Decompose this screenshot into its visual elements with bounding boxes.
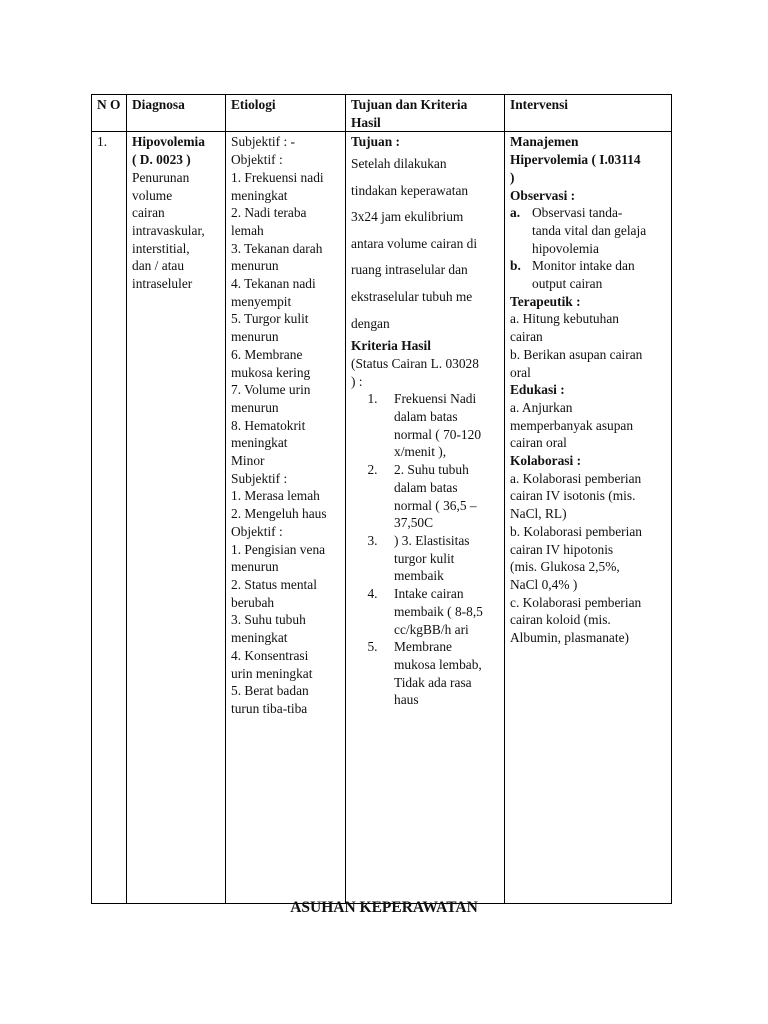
kriteria-line: ) 3. Elastisitas	[394, 533, 470, 548]
tujuan-line: antara volume cairan di	[351, 235, 478, 251]
etiologi-line: menurun	[231, 559, 279, 575]
header-tujuan: Tujuan dan Kriteria Hasil	[346, 95, 505, 132]
observasi-line	[510, 204, 666, 222]
kriteria-line: membaik	[394, 568, 444, 584]
tujuan-cell	[346, 132, 505, 904]
etiologi-line: menurun	[231, 329, 279, 345]
edukasi-line: a. Anjurkan	[510, 399, 573, 415]
kriteria-hasil-label: Kriteria Hasil	[351, 338, 431, 354]
edukasi-line: cairan oral	[510, 435, 567, 451]
observasi-item-a	[510, 204, 666, 257]
terapeutik-line: cairan	[510, 329, 543, 345]
kriteria-number: 4.	[367, 586, 378, 602]
kriteria-text	[394, 390, 499, 461]
tujuan-label: Tujuan :	[351, 134, 401, 150]
kolaborasi-line: NaCl, RL)	[510, 506, 567, 522]
kriteria-line: normal ( 36,5 –	[394, 497, 477, 513]
etiologi-line: 7. Volume urin	[231, 382, 311, 398]
etiologi-line: 1. Pengisian vena	[231, 541, 326, 557]
observasi-marker: b.	[510, 258, 521, 274]
etiologi-line: 3. Tekanan darah	[231, 240, 323, 256]
etiologi-line: Subjektif :	[231, 470, 288, 486]
etiologi-line: lemah	[231, 222, 264, 238]
etiologi-line: 2. Status mental	[231, 576, 317, 592]
header-intervensi: Intervensi	[505, 95, 672, 132]
tujuan-line: ekstraselular tubuh me	[351, 289, 473, 305]
etiologi-line: urin meningkat	[231, 665, 313, 681]
tujuan-line: tindakan keperawatan	[351, 182, 469, 198]
observasi-text: Observasi tanda-	[532, 205, 623, 221]
intervensi-title-line: Hipervolemia ( I.03114	[510, 152, 641, 168]
kolaborasi-line: cairan IV hipotonis	[510, 541, 614, 557]
intervensi-cell	[505, 132, 672, 904]
etiologi-line: meningkat	[231, 435, 288, 451]
kriteria-number: 1.	[367, 391, 378, 407]
etiologi-line: 1. Merasa lemah	[231, 488, 320, 504]
tujuan-line: ruang intraselular dan	[351, 262, 468, 278]
kriteria-number: 2.	[367, 462, 378, 478]
kriteria-item	[351, 390, 499, 461]
etiologi-line: 2. Nadi teraba	[231, 205, 307, 221]
kriteria-line: 2. Suhu tubuh	[394, 462, 469, 478]
kriteria-list	[351, 390, 499, 709]
kriteria-text	[394, 638, 499, 709]
header-etiologi: Etiologi	[226, 95, 346, 132]
kolaborasi-line: Albumin, plasmanate)	[510, 630, 629, 646]
kriteria-line: turgor kulit	[394, 550, 455, 566]
kriteria-number: 5.	[367, 639, 378, 655]
kriteria-line: membaik ( 8-8,5	[394, 603, 483, 619]
kriteria-line: Tidak ada rasa	[394, 674, 472, 690]
observasi-item-b	[510, 257, 666, 292]
header-diagnosa: Diagnosa	[127, 95, 226, 132]
kriteria-item	[351, 585, 499, 638]
etiologi-line: 5. Berat badan	[231, 683, 309, 699]
etiologi-line: Subjektif : -	[231, 134, 295, 150]
terapeutik-list	[510, 310, 666, 381]
tujuan-line: dengan	[351, 315, 390, 331]
kolaborasi-label: Kolaborasi :	[510, 453, 582, 469]
kriteria-item	[351, 461, 499, 532]
intervensi-title-line: )	[510, 169, 515, 185]
terapeutik-label: Terapeutik :	[510, 293, 581, 309]
kriteria-text	[394, 461, 499, 532]
kriteria-line: normal ( 70-120	[394, 426, 482, 442]
diagnosa-code: ( D. 0023 )	[132, 152, 191, 168]
terapeutik-line: oral	[510, 364, 531, 380]
diagnosa-line: Penurunan	[132, 169, 190, 185]
kriteria-line: 37,50C	[394, 515, 434, 531]
etiologi-line: meningkat	[231, 187, 288, 203]
kriteria-line: dalam batas	[394, 479, 458, 495]
etiologi-line: meningkat	[231, 630, 288, 646]
kolaborasi-line: cairan IV isotonis (mis.	[510, 488, 636, 504]
kolaborasi-list	[510, 470, 666, 647]
document-title: ASUHAN KEPERAWATAN	[290, 899, 478, 916]
observasi-label: Observasi :	[510, 187, 576, 203]
etiologi-line: turun tiba-tiba	[231, 700, 308, 716]
observasi-text: output cairan	[532, 276, 603, 292]
etiologi-line: menurun	[231, 399, 279, 415]
etiologi-line: 8. Hematokrit	[231, 417, 306, 433]
tujuan-line: 3x24 jam ekulibrium	[351, 209, 464, 225]
kriteria-line: Intake cairan	[394, 586, 464, 602]
observasi-text: hipovolemia	[532, 240, 599, 256]
etiologi-line: 6. Membrane	[231, 346, 303, 362]
kriteria-line: cc/kgBB/h ari	[394, 621, 469, 637]
observasi-marker: a.	[510, 205, 521, 221]
etiologi-line: 5. Turgor kulit	[231, 311, 309, 327]
etiologi-line: Minor	[231, 453, 265, 469]
kriteria-number: 3.	[367, 533, 378, 548]
header-no: N O	[92, 95, 127, 132]
kriteria-line: haus	[394, 692, 419, 708]
observasi-line	[510, 257, 666, 275]
nursing-care-table	[91, 94, 672, 904]
etiologi-line: 2. Mengeluh haus	[231, 506, 327, 522]
edukasi-label: Edukasi :	[510, 382, 565, 398]
diagnosa-line: interstitial,	[132, 240, 190, 256]
diagnosa-title: Hipovolemia	[132, 134, 205, 150]
kriteria-line: Membrane	[394, 639, 453, 655]
kriteria-item	[351, 532, 499, 585]
diagnosa-line: dan / atau	[132, 258, 185, 274]
etiologi-line: Objektif :	[231, 152, 283, 168]
kriteria-line: x/menit ),	[394, 444, 447, 460]
observasi-text: Monitor intake dan	[532, 258, 635, 274]
etiologi-cell	[226, 132, 346, 904]
etiologi-line: Objektif :	[231, 523, 283, 539]
diagnosa-line: intraseluler	[132, 276, 193, 292]
kolaborasi-line: (mis. Glukosa 2,5%,	[510, 559, 620, 575]
row-number: 1.	[92, 132, 127, 904]
diagnosa-description	[132, 169, 220, 293]
terapeutik-line: b. Berikan asupan cairan	[510, 346, 643, 362]
kriteria-text	[394, 585, 499, 638]
terapeutik-line: a. Hitung kebutuhan	[510, 311, 619, 327]
kolaborasi-line: cairan koloid (mis.	[510, 612, 611, 628]
etiologi-line: menyempit	[231, 293, 292, 309]
diagnosa-cell	[127, 132, 226, 904]
etiologi-line: menurun	[231, 258, 279, 274]
tujuan-line: Setelah dilakukan	[351, 156, 447, 172]
status-cairan-line-end: ) :	[351, 373, 363, 389]
etiologi-line: berubah	[231, 594, 275, 610]
diagnosa-line: intravaskular,	[132, 222, 205, 238]
kriteria-item	[351, 638, 499, 709]
intervensi-title-line: Manajemen	[510, 134, 579, 150]
kriteria-line: Frekuensi Nadi	[394, 391, 477, 407]
kolaborasi-line: NaCl 0,4% )	[510, 576, 578, 592]
diagnosa-line: cairan	[132, 205, 165, 221]
tujuan-text	[351, 151, 499, 337]
kolaborasi-line: c. Kolaborasi pemberian	[510, 594, 642, 610]
etiologi-line: 3. Suhu tubuh	[231, 612, 306, 628]
edukasi-line: memperbanyak asupan	[510, 417, 634, 433]
diagnosa-line: volume	[132, 187, 173, 203]
table-header-row	[92, 95, 672, 132]
kolaborasi-line: a. Kolaborasi pemberian	[510, 470, 642, 486]
kriteria-line: mukosa lembab,	[394, 656, 482, 672]
table-row	[92, 132, 672, 904]
etiologi-list	[231, 133, 340, 717]
edukasi-list	[510, 399, 666, 452]
kolaborasi-line: b. Kolaborasi pemberian	[510, 523, 643, 539]
observasi-text: tanda vital dan gelaja	[532, 222, 647, 238]
etiologi-line: mukosa kering	[231, 364, 311, 380]
etiologi-line: 4. Tekanan nadi	[231, 276, 316, 292]
kriteria-line: dalam batas	[394, 409, 458, 425]
etiologi-line: 1. Frekuensi nadi	[231, 169, 324, 185]
kriteria-text	[394, 532, 499, 585]
status-cairan-line: (Status Cairan L. 03028	[351, 355, 479, 371]
etiologi-line: 4. Konsentrasi	[231, 647, 309, 663]
